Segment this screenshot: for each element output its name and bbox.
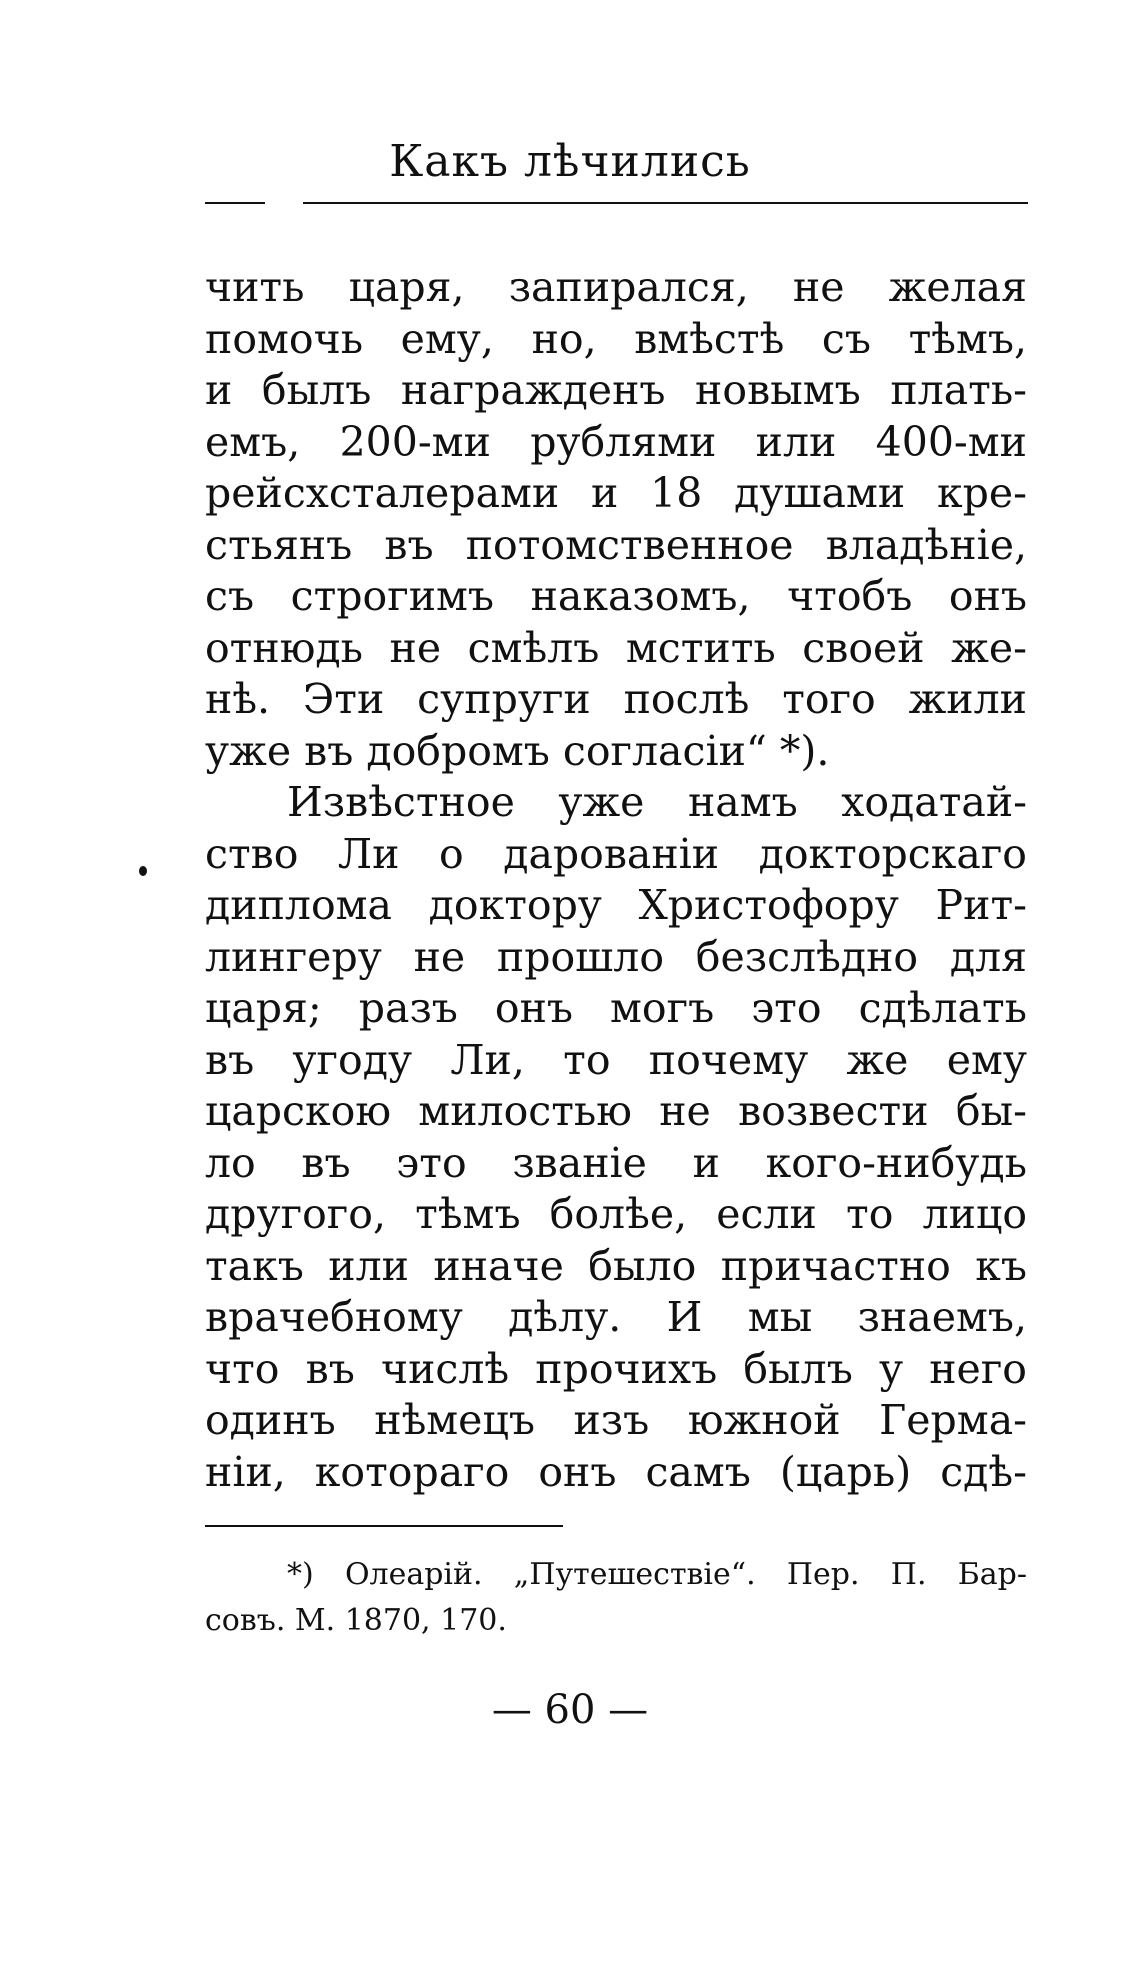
text-line: Извѣстное уже намъ ходатай- [287,778,1027,826]
text-line: ніи, котораго онъ самъ (царь) сдѣ- [205,1447,1027,1496]
text-line: нѣ. Эти супруги послѣ того жили [205,675,1027,723]
footnote-rule [205,1525,563,1527]
text-line: лингеру не прошло безслѣдно для [205,932,1027,981]
text-line: рейсхсталерами и 18 душами кре- [205,469,1027,517]
text-line: стьянъ въ потомственное владѣніе, [205,520,1027,569]
text-line: и былъ награжденъ новымъ плать- [205,366,1027,414]
text-line: въ угоду Ли, то почему же ему [205,1035,1027,1084]
text-line: ло въ это званіе и кого-нибудь [205,1138,1027,1187]
text-line: одинъ нѣмецъ изъ южной Герма- [205,1396,1027,1444]
page-number: — 60 — [491,1687,649,1733]
text-line: что въ числѣ прочихъ былъ у него [205,1344,1027,1393]
text-line: емъ, 200-ми рублями или 400-ми [205,417,1027,466]
footnote-line: *) Олеарій. „Путешествіе“. Пер. П. Бар- [287,1557,1027,1592]
text-line: съ строгимъ наказомъ, чтобъ онъ [205,572,1027,620]
text-line: уже въ добромъ согласіи“ *). [205,726,830,775]
text-line: врачебному дѣлу. И мы знаемъ, [205,1293,1027,1341]
text-line: диплома доктору Христофору Рит- [205,881,1027,929]
text-line: царя; разъ онъ могъ это сдѣлать [205,984,1027,1032]
text-line: ство Ли о дарованіи докторскаго [205,829,1027,878]
running-head: Какъ лѣчились [389,136,751,187]
text-line: царскою милостью не возвести бы- [205,1087,1027,1135]
footnote [205,1552,1027,1644]
print-speck [139,866,147,876]
text-line: чить царя, запирался, не желая [205,263,1027,311]
text-line: помочь ему, но, вмѣстѣ съ тѣмъ, [205,314,1027,363]
header-rule-right [303,202,1028,204]
text-line: другого, тѣмъ болѣе, если то лицо [205,1190,1027,1238]
footnote-line: совъ. М. 1870, 170. [205,1603,507,1638]
text-line: отнюдь не смѣлъ мстить своей же- [205,623,1027,672]
body-text [205,262,1027,1498]
text-line: такъ или иначе было причастно къ [205,1241,1027,1290]
header-rule-left [205,202,265,204]
